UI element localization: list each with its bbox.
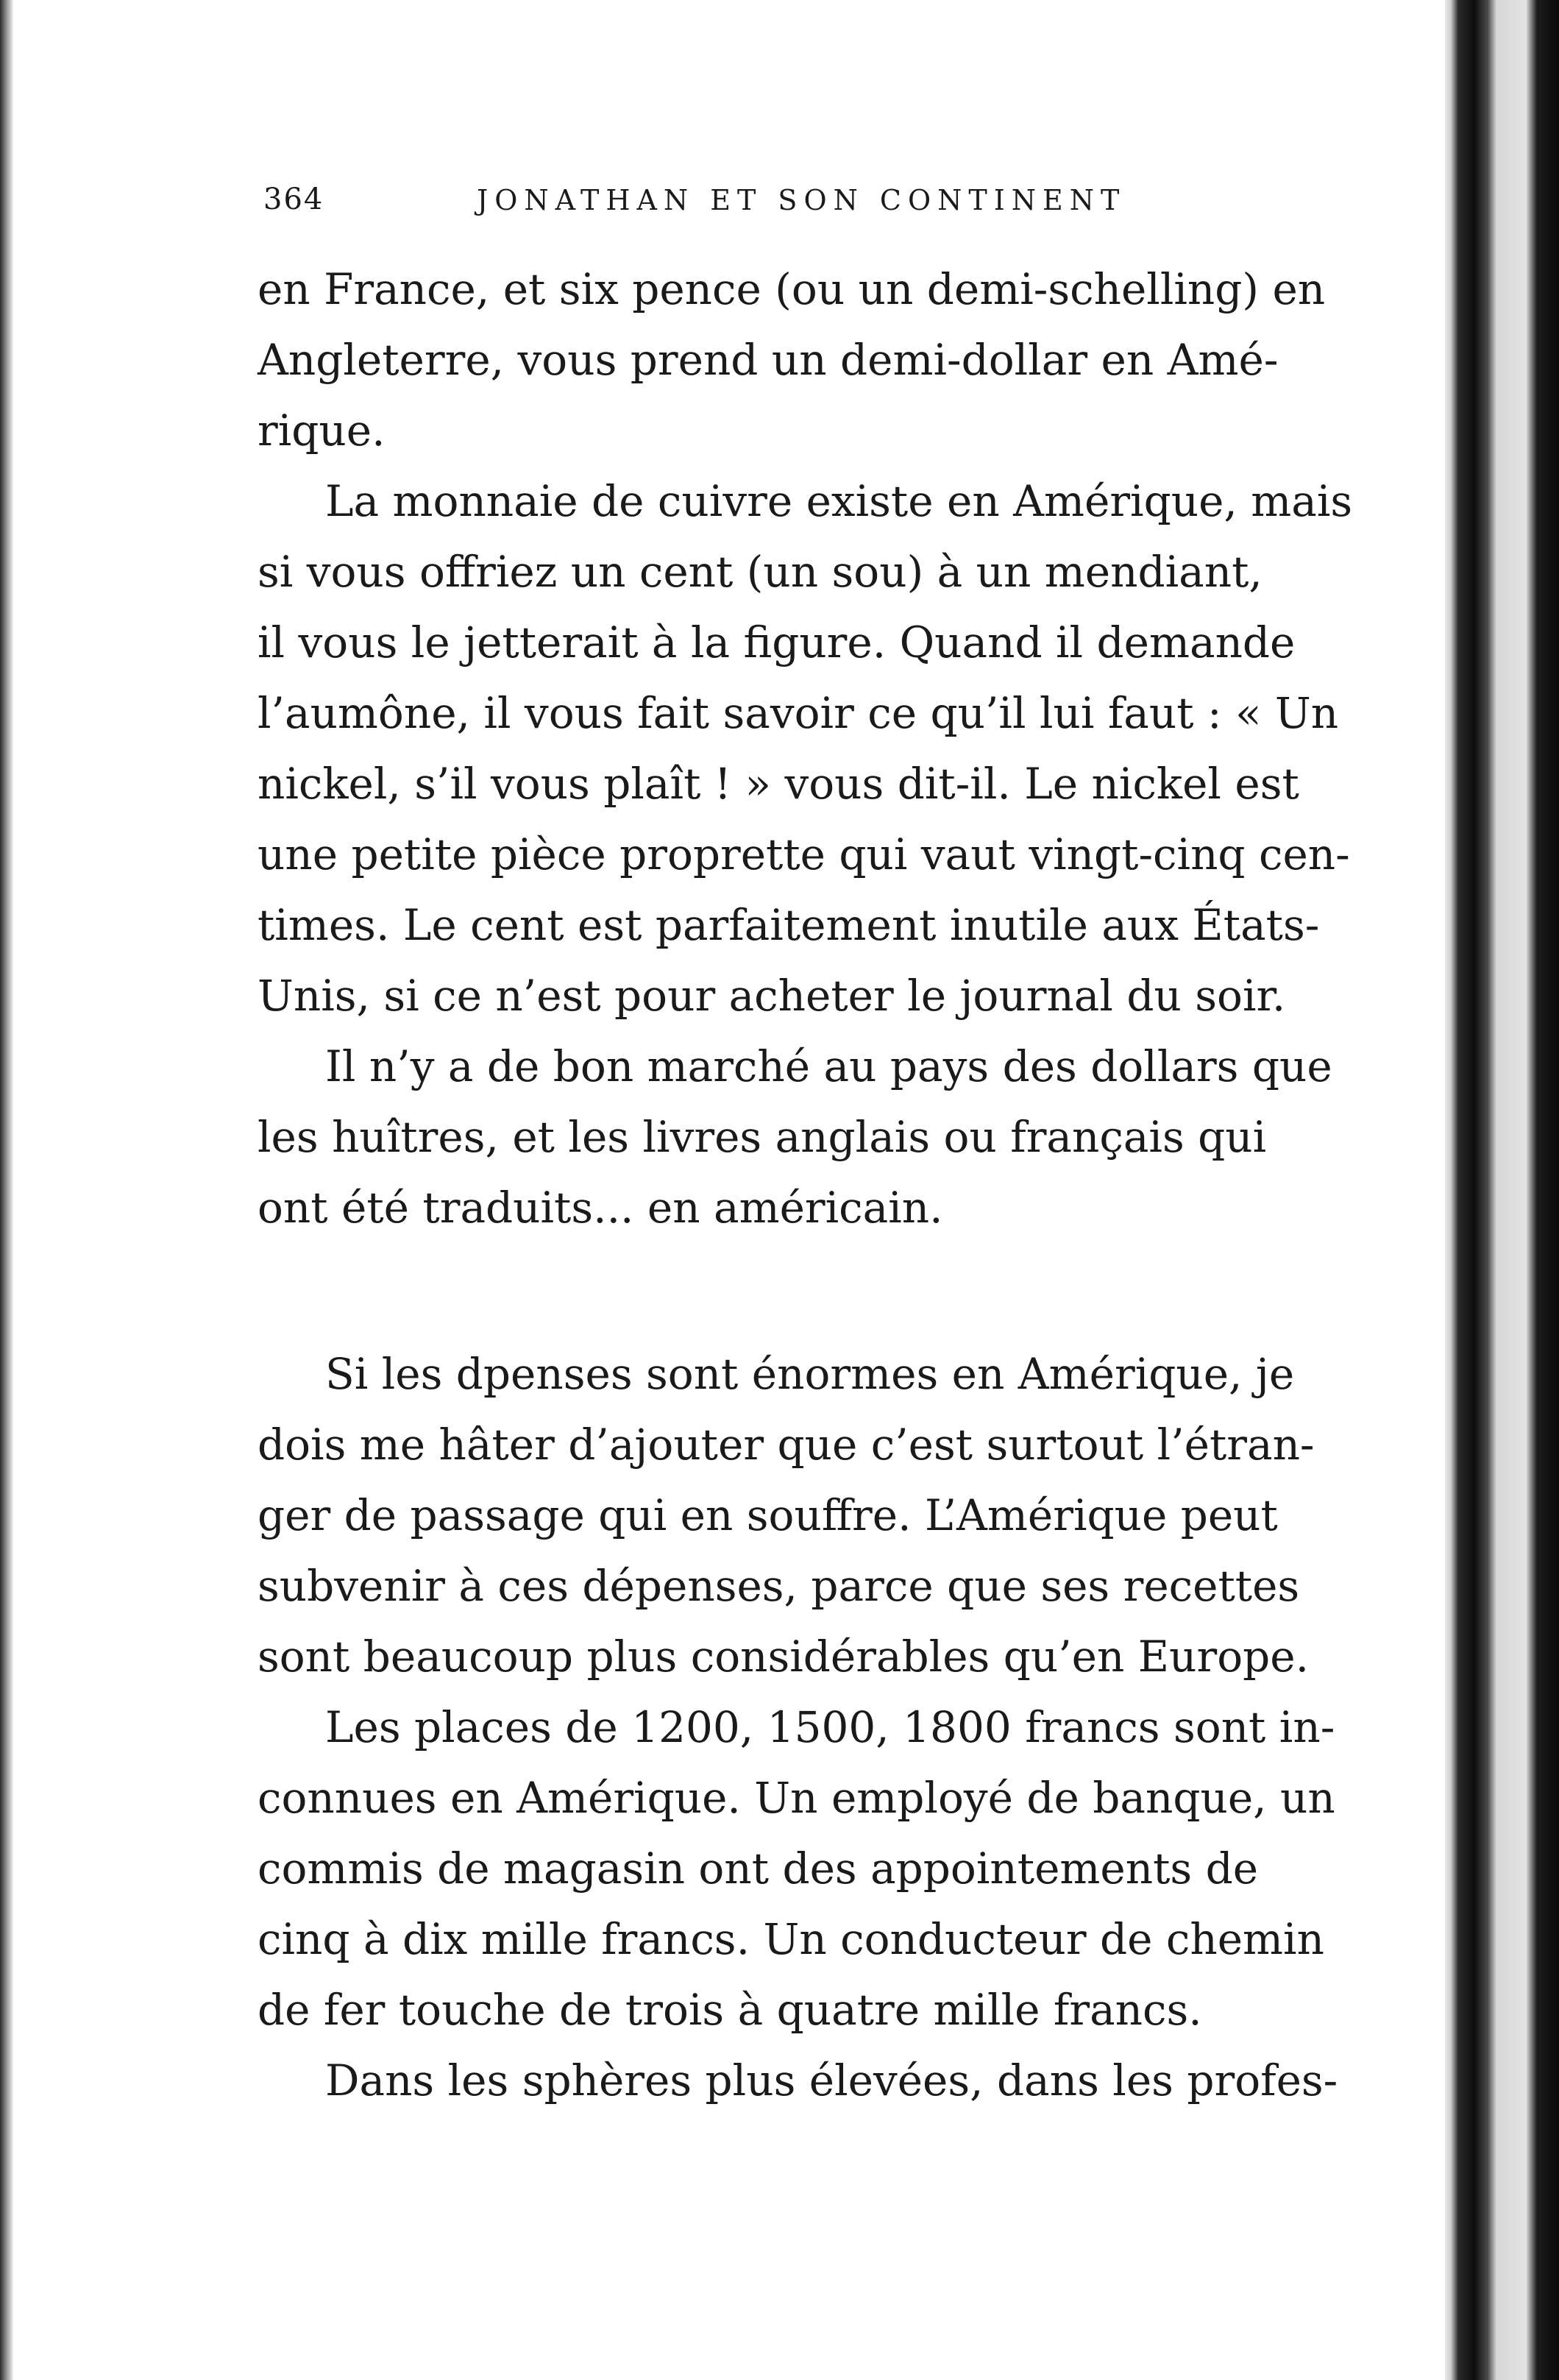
paragraph-salaries: Les places de 1200, 1500, 1800 francs sont in- connues en Amérique. Un employé de banque, un commis de magasin ont des appointements de cinq à dix mille francs. Un conducteur de chemin de fer touche de trois à quatre mille francs. <box>258 1702 1335 2035</box>
body-text <box>258 254 1354 2116</box>
page-number: 364 <box>263 183 324 216</box>
paragraph-continuation: en France, et six pence (ou un demi-schelling) en Angleterre, vous prend un demi-dollar en Amé- rique. <box>258 264 1326 456</box>
paragraph-cheap-goods: Il n’y a de bon marché au pays des dollars que les huîtres, et les livres anglais ou français qui ont été traduits... en américain. <box>258 1041 1332 1233</box>
paragraph-higher-spheres: Dans les sphères plus élevées, dans les profes- <box>325 2055 1338 2105</box>
paragraph-copper-money: La monnaie de cuivre existe en Amérique, mais si vous offriez un cent (un sou) à un mendiant, il vous le jetterait à la figure. Quand il demande l’aumône, il vous fait savoir ce qu’il lui faut : « Un nickel, s’il vous plaît ! » vous dit-il. Le nickel est une petite pièce proprette qui vaut vingt-cinq cen- times. Le cent est parfaitement inutile aux États- Unis, si ce n’est pour acheter le journal du soir. <box>258 476 1353 1021</box>
running-title: JONATHAN ET SON CONTINENT <box>477 184 1126 216</box>
paragraph-expenses: Si les dpenses sont énormes en Amérique, je dois me hâter d’ajouter que c’est surtout l’étran- ger de passage qui en souffre. L’Amérique peut subvenir à ces dépenses, parce que ses recettes sont beaucoup plus considérables qu’en Europe. <box>258 1349 1315 1682</box>
scan-right-edge <box>1445 0 1559 2380</box>
section-break <box>258 1243 1354 1339</box>
running-head <box>263 183 1352 227</box>
